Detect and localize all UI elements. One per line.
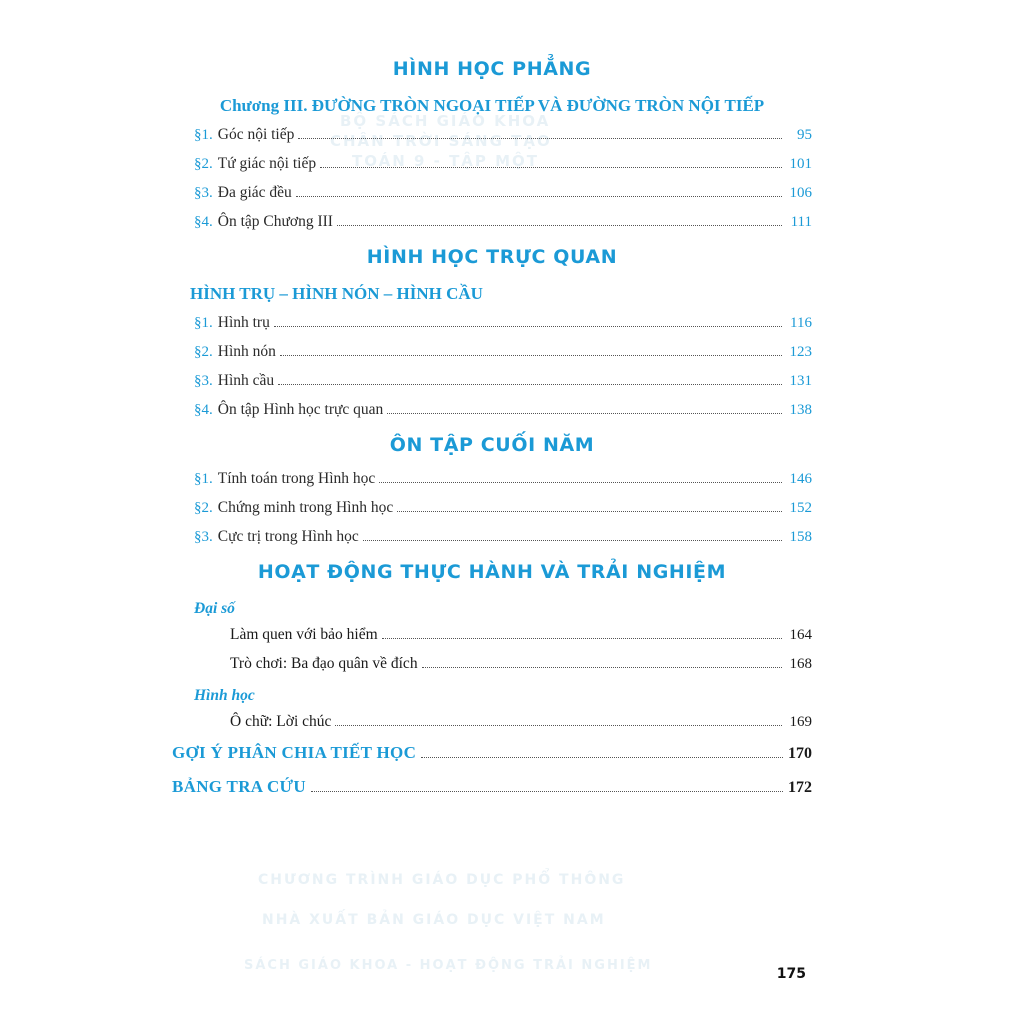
toc-leader-dots <box>296 195 782 197</box>
toc-entry-major[interactable] <box>172 736 812 770</box>
toc-entry-label: Đa giác đều <box>217 183 292 201</box>
toc-entry-label: Chứng minh trong Hình học <box>217 498 394 516</box>
toc-subgroup-label: Hình học <box>194 687 255 704</box>
toc-entry-page: 164 <box>789 626 812 643</box>
toc-entry-label: Tính toán trong Hình học <box>217 469 376 487</box>
table-of-contents <box>172 48 812 804</box>
toc-entry-number: §4. <box>194 213 213 230</box>
toc-entry-number: §4. <box>194 401 213 418</box>
toc-entry-number: §3. <box>194 528 213 545</box>
ghost-text: CHÂN TRỜI SÁNG TẠO <box>330 132 552 150</box>
toc-entry-label: GỢI Ý PHÂN CHIA TIẾT HỌC <box>172 743 417 762</box>
toc-entry-label: Góc nội tiếp <box>217 125 295 143</box>
toc-entry[interactable] <box>172 522 812 551</box>
toc-entry[interactable] <box>172 308 812 337</box>
toc-entry-page: 170 <box>788 745 812 762</box>
toc-entry-page: 172 <box>788 779 812 796</box>
toc-entry-number: §3. <box>194 184 213 201</box>
toc-leader-dots <box>379 481 782 483</box>
toc-leader-dots <box>387 412 782 414</box>
toc-entry-label: Hình nón <box>217 342 276 360</box>
toc-leader-dots <box>422 666 782 668</box>
toc-entry-number: §1. <box>194 126 213 143</box>
ghost-text: SÁCH GIÁO KHOA - HOẠT ĐỘNG TRẢI NGHIỆM <box>244 958 653 973</box>
toc-entry-label: Làm quen với bảo hiểm <box>230 625 378 643</box>
section-heading: HÌNH HỌC PHẲNG <box>392 58 592 80</box>
toc-entry-page: 168 <box>789 655 812 672</box>
toc-entry-page: 131 <box>789 372 812 389</box>
ghost-text: BỘ SÁCH GIÁO KHOA <box>340 112 551 130</box>
toc-entry-label: Ôn tập Chương III <box>217 212 333 230</box>
toc-leader-dots <box>382 637 782 639</box>
section-heading: HOẠT ĐỘNG THỰC HÀNH VÀ TRẢI NGHIỆM <box>257 561 727 583</box>
toc-subgroup-label: Đại số <box>194 600 235 617</box>
ghost-text: TOÁN 9 - TẬP MỘT <box>352 152 540 170</box>
toc-entry[interactable] <box>172 178 812 207</box>
toc-entry[interactable] <box>172 707 812 736</box>
toc-leader-dots <box>278 383 782 385</box>
section-heading: HÌNH HỌC TRỰC QUAN <box>366 246 618 268</box>
toc-leader-dots <box>363 539 782 541</box>
toc-entry-label: Hình cầu <box>217 371 275 389</box>
chapter-heading: HÌNH TRỤ – HÌNH NÓN – HÌNH CẦU <box>190 284 483 303</box>
toc-entry[interactable] <box>172 120 812 149</box>
toc-entry-page: 111 <box>790 213 812 230</box>
toc-entry-number: §2. <box>194 499 213 516</box>
toc-entry-label: Hình trụ <box>217 313 270 331</box>
toc-entry-label: Ôn tập Hình học trực quan <box>217 400 384 418</box>
toc-leader-dots <box>421 756 783 758</box>
toc-entry-page: 152 <box>789 499 812 516</box>
toc-entry-major[interactable] <box>172 770 812 804</box>
toc-entry-page: 116 <box>790 314 812 331</box>
toc-entry-page: 106 <box>789 184 812 201</box>
toc-leader-dots <box>397 510 782 512</box>
toc-entry-page: 123 <box>789 343 812 360</box>
toc-entry[interactable] <box>172 366 812 395</box>
toc-leader-dots <box>298 137 782 139</box>
toc-entry[interactable] <box>172 337 812 366</box>
toc-entry-label: Cực trị trong Hình học <box>217 527 359 545</box>
toc-entry-page: 158 <box>789 528 812 545</box>
toc-entry[interactable] <box>172 649 812 678</box>
toc-entry-label: Tứ giác nội tiếp <box>217 154 317 172</box>
toc-entry-label: Trò chơi: Ba đạo quân về đích <box>230 654 418 672</box>
toc-leader-dots <box>311 790 783 792</box>
toc-entry-page: 146 <box>789 470 812 487</box>
page-number: 175 <box>776 966 806 982</box>
toc-entry[interactable] <box>172 464 812 493</box>
toc-entry-number: §3. <box>194 372 213 389</box>
ghost-text: CHƯƠNG TRÌNH GIÁO DỤC PHỔ THÔNG <box>258 872 626 888</box>
toc-entry[interactable] <box>172 620 812 649</box>
toc-entry-page: 169 <box>789 713 812 730</box>
toc-entry-label: Ô chữ: Lời chúc <box>230 712 332 730</box>
toc-entry-page: 101 <box>789 155 812 172</box>
toc-entry-number: §1. <box>194 314 213 331</box>
toc-entry[interactable] <box>172 207 812 236</box>
toc-entry-label: BẢNG TRA CỨU <box>172 777 306 796</box>
toc-entry-number: §1. <box>194 470 213 487</box>
toc-entry-page: 138 <box>789 401 812 418</box>
toc-entry-page: 95 <box>797 126 812 143</box>
section-heading: ÔN TẬP CUỐI NĂM <box>389 434 595 456</box>
toc-leader-dots <box>280 354 782 356</box>
toc-leader-dots <box>320 166 782 168</box>
toc-leader-dots <box>337 224 782 226</box>
toc-entry[interactable] <box>172 395 812 424</box>
toc-entry-number: §2. <box>194 343 213 360</box>
toc-leader-dots <box>274 325 782 327</box>
chapter-heading: Chương III. ĐƯỜNG TRÒN NGOẠI TIẾP VÀ ĐƯỜNG TRÒN NỘI TIẾP <box>219 96 765 115</box>
ghost-text: NHÀ XUẤT BẢN GIÁO DỤC VIỆT NAM <box>262 912 606 928</box>
toc-leader-dots <box>335 724 782 726</box>
toc-entry-number: §2. <box>194 155 213 172</box>
toc-entry[interactable] <box>172 493 812 522</box>
toc-entry[interactable] <box>172 149 812 178</box>
